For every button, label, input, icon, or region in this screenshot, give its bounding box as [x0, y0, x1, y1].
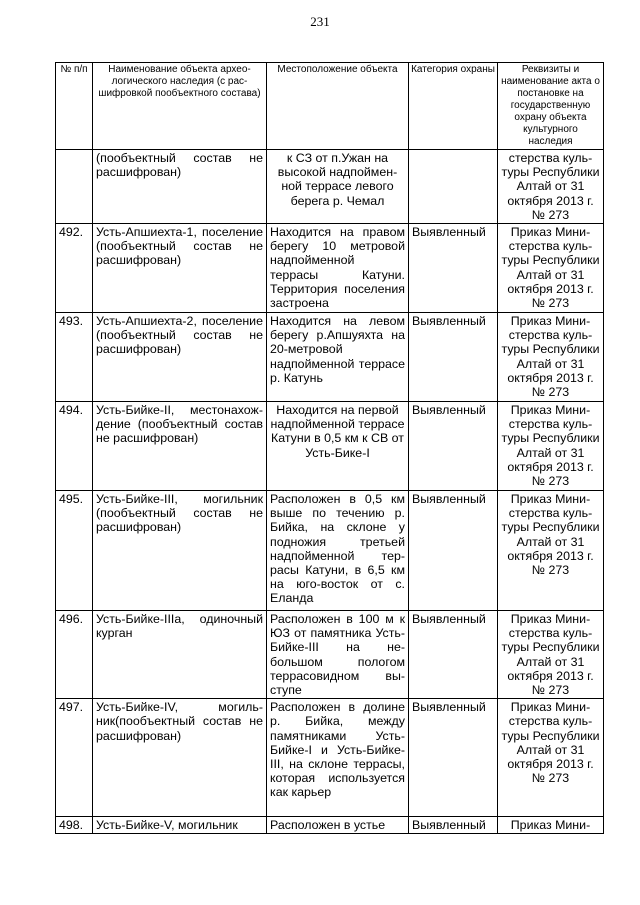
act-details: Приказ Министерства культуры Республики Алтай от 31 октября 2013 г. № 273 [498, 402, 604, 491]
header-act-details: Реквизиты и наименование акта о постановке на государственную охрану объекта культурного наследия [498, 63, 604, 150]
row-number: 497. [56, 699, 93, 817]
row-number: 498. [56, 817, 93, 834]
table-row [56, 402, 604, 491]
table-row [56, 817, 604, 834]
object-name: Усть-Бийке-IV, могильник(пообъектный состав не расшифрован) [93, 699, 267, 817]
act-details: Приказ Министерства культуры Республики Алтай от 31 октября 2013 г. № 273 [498, 313, 604, 402]
table-row [56, 313, 604, 402]
object-name: Усть-Бийке-II, местонахождение (пообъектный состав не расшифрован) [93, 402, 267, 491]
header-object-name: Наименование объекта археологического наследия (с расшифровкой пообъектного состава) [93, 63, 267, 150]
row-number [56, 150, 93, 224]
protection-category: Выявленный [409, 699, 498, 817]
row-number: 494. [56, 402, 93, 491]
protection-category: Выявленный [409, 817, 498, 834]
table-row [56, 699, 604, 817]
act-details: Приказ Министерства культуры Республики Алтай от 31 октября 2013 г. № 273 [498, 611, 604, 699]
protection-category: Выявленный [409, 611, 498, 699]
row-number: 495. [56, 491, 93, 611]
act-details: Приказ Министерства культуры Республики Алтай от 31 октября 2013 г. № 273 [498, 224, 604, 313]
header-number: № п/п [56, 63, 93, 150]
object-name: Усть-Апшиехта-2, поселение (пообъектный состав не расшифрован) [93, 313, 267, 402]
object-location: Расположен в устье [267, 817, 409, 834]
protection-category: Выявленный [409, 313, 498, 402]
row-number: 493. [56, 313, 93, 402]
protection-category [409, 150, 498, 224]
table-row [56, 491, 604, 611]
protection-category: Выявленный [409, 491, 498, 611]
object-name: Усть-Апшиехта-1, поселение (пообъектный состав не расшифрован) [93, 224, 267, 313]
object-location: Расположен в 100 м к ЮЗ от памятника Усть-Бийке-III на небольшом пологом террасовидном выступе [267, 611, 409, 699]
act-details: стерства культуры Республики Алтай от 31 октября 2013 г. № 273 [498, 150, 604, 224]
object-name: Усть-Бийке-V, могильник [93, 817, 267, 834]
act-details: Приказ Министерства культуры Республики Алтай от 31 октября 2013 г. № 273 [498, 699, 604, 817]
object-location: Находится на первой надпойменной террасе Катуни в 0,5 км к СВ от Усть-Бике-I [267, 402, 409, 491]
header-location: Местоположение объекта [267, 63, 409, 150]
protection-category: Выявленный [409, 224, 498, 313]
act-details: Приказ Министерства культуры Республики Алтай от 31 октября 2013 г. № 273 [498, 491, 604, 611]
table-row [56, 224, 604, 313]
object-location: Находится на левом берегу р.Апшуяхта на 20-метровой надпойменной террасе р. Катунь [267, 313, 409, 402]
object-name: Усть-Бийке-IIIа, одиночный курган [93, 611, 267, 699]
act-details: Приказ Мини- [498, 817, 604, 834]
heritage-registry-table [55, 62, 604, 834]
object-name: Усть-Бийке-III, могильник (пообъектный состав не расшифрован) [93, 491, 267, 611]
object-location: Расположен в долине р. Бийка, между памятниками Усть-Бийке-I и Усть-Бийке-III, на склоне террасы, которая используется как карьер [267, 699, 409, 817]
table-row [56, 611, 604, 699]
object-location: Находится на правом берегу 10 метровой надпойменной террасы Катуни. Территория поселения застроена [267, 224, 409, 313]
row-number: 496. [56, 611, 93, 699]
object-name: (пообъектный состав не расшифрован) [93, 150, 267, 224]
header-protection-category: Категория охраны [409, 63, 498, 150]
object-location: Расположен в 0,5 км выше по течению р. Бийка, на склоне у подножия третьей надпойменной террасы Катуни, в 6,5 км на юго-восток от с. Еланда [267, 491, 409, 611]
protection-category: Выявленный [409, 402, 498, 491]
object-location: к СЗ от п.Ужан на высокой надпойменной террасе левого берега р. Чемал [267, 150, 409, 224]
page-number: 231 [310, 14, 330, 29]
row-number: 492. [56, 224, 93, 313]
table-header-row [56, 63, 604, 150]
table-row [56, 150, 604, 224]
